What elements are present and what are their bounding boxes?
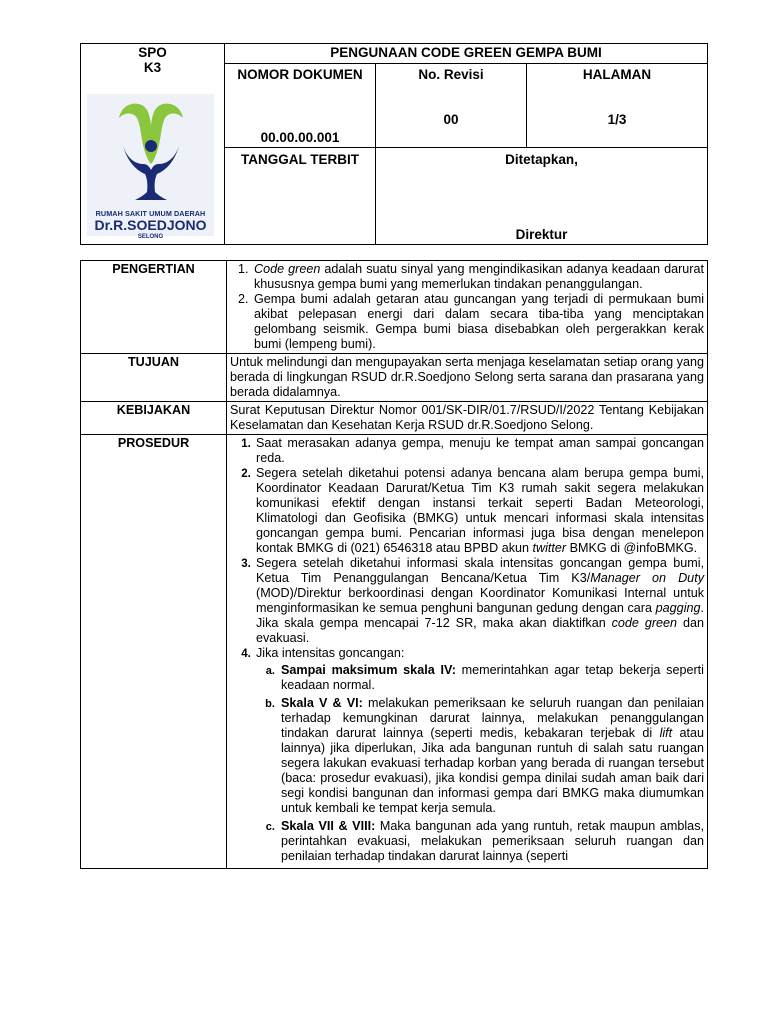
nomor-dokumen-label: NOMOR DOKUMEN xyxy=(237,67,363,83)
pengertian-content xyxy=(227,261,708,354)
direktur-label: Direktur xyxy=(515,227,568,242)
prosedur-step-3 xyxy=(254,556,704,646)
pengertian-item-1-text: adalah suatu sinyal yang mengindikasikan adanya keadaan darurat khususnya gempa bumi yang memerlukan tindakan penanggulangan. xyxy=(254,262,704,291)
tanggal-terbit-cell xyxy=(225,147,376,244)
manager-on-duty-term: Manager on Duty xyxy=(590,571,704,585)
logo-text-hospital-type: RUMAH SAKIT UMUM DAERAH xyxy=(95,209,206,218)
prosedur-step-4-text: Jika intensitas goncangan: xyxy=(256,646,405,660)
k3-label: K3 xyxy=(143,60,162,75)
tanggal-terbit-label: TANGGAL TERBIT xyxy=(241,151,359,167)
tujuan-label: TUJUAN xyxy=(81,354,227,402)
intensity-item-c xyxy=(278,819,704,864)
twitter-term: twitter xyxy=(532,541,567,555)
nomor-dokumen-cell xyxy=(225,64,376,147)
intensity-a-scale: Sampai maksimum skala IV: xyxy=(281,663,456,677)
halaman-value: 1/3 xyxy=(607,112,627,128)
prosedur-step-2-text-b: BMKG di @infoBMKG. xyxy=(566,541,698,555)
hospital-logo xyxy=(87,94,214,240)
pengertian-item-2: 2. Gempa bumi adalah getaran atau guncangan yang terjadi di permukaan bumi akibat pelepasan energi dari dalam secara tiba-tiba yang menciptakan gelombang seismik. Gempa bumi biasa disebabkan oleh pergerakkan kerak bumi (lempeng bumi). xyxy=(252,292,704,352)
document-header-table xyxy=(80,43,708,245)
ditetapkan-label: Ditetapkan, xyxy=(505,151,578,167)
prosedur-row xyxy=(81,435,708,869)
halaman-cell xyxy=(527,64,708,147)
intensity-c-text: Maka bangunan ada yang runtuh, retak maupun amblas, perintahkan evakuasi, melakukan pemeriksaan seluruh ruangan dan penilaian terhadap tindakan darurat lainnya (seperti xyxy=(281,819,704,863)
prosedur-step-3-text-a: Segera setelah diketahui informasi skala intensitas goncangan gempa bumi, Ketua Tim Penanggulangan Bencana/Ketua Tim K3/ xyxy=(256,556,704,585)
intensity-b-scale: Skala V & VI: xyxy=(281,696,363,710)
revisi-cell xyxy=(376,64,527,147)
intensity-c-scale: Skala VII & VIII: xyxy=(281,819,376,833)
pengertian-row xyxy=(81,261,708,354)
prosedur-step-3-text-d: dan evakuasi. xyxy=(256,616,704,645)
intensity-item-a xyxy=(278,663,704,693)
kebijakan-content: Surat Keputusan Direktur Nomor 001/SK-DIR/01.7/RSUD/I/2022 Tentang Kebijakan Keselamatan dan Kesehatan Kerja RSUD dr.R.Soedjono Selong. xyxy=(227,402,708,435)
pengertian-item-1 xyxy=(252,262,704,292)
lift-term: lift xyxy=(659,726,673,740)
spo-label: SPO xyxy=(138,45,167,60)
intensity-item-b xyxy=(278,696,704,816)
intensity-b-text-2: atau lainnya) jika diperlukan, Jika ada bangunan runtuh di salah satu ruangan segera lakukan evakuasi terhadap korban yang berada di ruangan tersebut (baca: prosedur evakuasi), jika kondisi gempa dinilai sudah aman baik dari segi kondisi bangunan dan informasi gempa dari BMKG maka diumumkan untuk kembali ke tempat kerja semula. xyxy=(281,726,704,815)
revisi-label: No. Revisi xyxy=(418,67,484,83)
prosedur-label: PROSEDUR xyxy=(81,435,227,869)
prosedur-step-1: 1. Saat merasakan adanya gempa, menuju ke tempat aman sampai goncangan reda. xyxy=(254,436,704,466)
intensity-a-text: memerintahkan agar tetap bekerja seperti keadaan normal. xyxy=(281,663,704,692)
revisi-value: 00 xyxy=(443,112,459,128)
halaman-label: HALAMAN xyxy=(582,67,652,83)
document-title: PENGUNAAN CODE GREEN GEMPA BUMI xyxy=(225,44,708,64)
prosedur-step-3-text-b: (MOD)/Direktur berkoordinasi dengan Koordinator Komunikasi Internal untuk menginformasikan ke semua penghuni bangunan gedung dengan cara xyxy=(256,586,704,615)
prosedur-step-2 xyxy=(254,466,704,556)
kebijakan-label: KEBIJAKAN xyxy=(81,402,227,435)
prosedur-content xyxy=(227,435,708,869)
intensity-b-text-1: melakukan pemeriksaan ke seluruh ruangan dan penilaian terhadap kemungkinan darurat lainnya, melakukan penanggulangan tindakan darurat lainnya (seperti medis, kebakaran terjebak di xyxy=(281,696,704,740)
prosedur-step-4 xyxy=(254,646,704,864)
pagging-term: pagging xyxy=(655,601,701,615)
spo-logo-cell xyxy=(81,44,225,245)
code-green-term: Code green xyxy=(254,262,321,276)
tujuan-content: Untuk melindungi dan mengupayakan serta menjaga keselamatan setiap orang yang berada di lingkungan RSUD dr.R.Soedjono Selong serta sarana dan prasarana yang berada didalamnya. xyxy=(227,354,708,402)
logo-text-city: SELONG xyxy=(137,234,164,240)
ditetapkan-cell xyxy=(376,147,708,244)
hospital-emblem-icon xyxy=(117,100,185,205)
prosedur-step-3-text-c: . Jika skala gempa mencapai 7-12 SR, maka akan diaktifkan xyxy=(256,601,704,630)
code-green-term-2: code green xyxy=(611,616,678,630)
logo-text-hospital-name: Dr.R.SOEDJONO xyxy=(94,217,207,233)
pengertian-label: PENGERTIAN xyxy=(81,261,227,354)
tujuan-row xyxy=(81,354,708,402)
prosedur-step-2-text-a: Segera setelah diketahui potensi adanya bencana alam berupa gempa bumi, Koordinator Keadaan Darurat/Ketua Tim K3 rumah sakit segera melakukan komunikasi efektif dengan instansi terkait seperti Badan Meteorologi, Klimatologi dan Geofisika (BMKG) untuk mencari informasi skala intensitas goncangan gempa bumi. Pencarian informasi juga bisa dengan menelepon kontak BMKG di (021) 6546318 atau BPBD akun xyxy=(256,466,704,555)
nomor-dokumen-value: 00.00.00.001 xyxy=(260,129,340,145)
spo-content-table xyxy=(80,260,708,869)
kebijakan-row xyxy=(81,402,708,435)
